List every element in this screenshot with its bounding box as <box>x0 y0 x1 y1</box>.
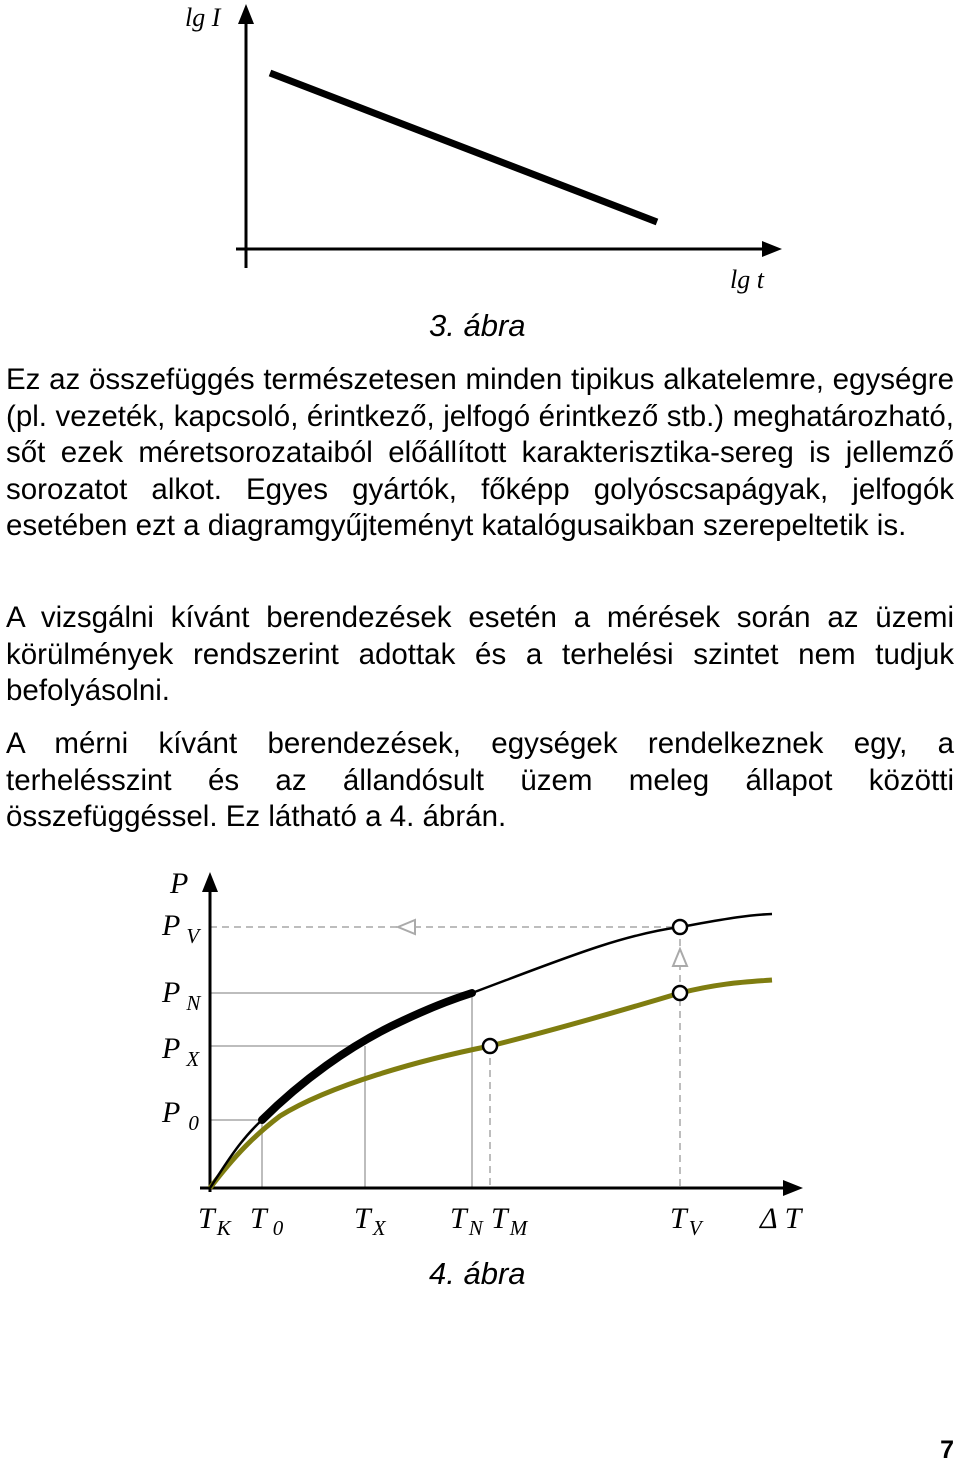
figure-3 <box>0 0 960 300</box>
figure-3-curve <box>270 73 657 222</box>
marker-tm <box>483 1039 497 1053</box>
label-px: P $_X$ <box>162 1032 200 1071</box>
y-axis-arrow-icon <box>238 4 254 24</box>
label-tv: $T_V$ <box>670 1202 702 1240</box>
x-axis-label: Δ T <box>760 1202 802 1235</box>
paragraph-3: A mérni kívánt berendezések, egységek rendelkeznek egy, a terhelésszint és az állandósult üzem meleg állapot közötti összefüggéssel. Ez látható a 4. ábrán. <box>6 727 954 833</box>
label-pv: P $_V$ <box>162 909 200 948</box>
up-arrow-icon <box>673 949 687 966</box>
figure-3-caption: 3. ábra <box>429 308 526 343</box>
label-tk: $T_K$ <box>198 1202 231 1240</box>
label-pn: P $_N$ <box>162 976 201 1015</box>
x-axis-arrow-icon <box>762 241 782 257</box>
label-t0: T $_0$ <box>250 1202 284 1240</box>
y-axis-label: P <box>170 867 189 900</box>
paragraph-2: A vizsgálni kívánt berendezések esetén a mérések során az üzemi körülmények rendszerint adottak és a terhelési szintet nem tudjuk befolyásolni. <box>6 601 954 707</box>
x-axis-arrow-icon <box>783 1180 803 1196</box>
figure-3-y-axis-label: lg I <box>185 3 221 32</box>
label-p0: P $_0$ <box>162 1096 199 1135</box>
page-number: 7 <box>940 1436 954 1464</box>
label-tm: $T_M$ <box>491 1202 528 1240</box>
figure-4-caption: 4. ábra <box>429 1256 526 1291</box>
label-tn: $T_N$ <box>450 1202 483 1240</box>
marker-tv-upper <box>673 920 687 934</box>
left-arrow-icon <box>398 920 415 934</box>
y-axis-arrow-icon <box>202 872 218 892</box>
marker-tv-lower <box>673 986 687 1000</box>
label-tx: $T_X$ <box>354 1202 386 1240</box>
figure-4 <box>0 860 960 1260</box>
figure-3-x-axis-label: lg t <box>730 265 764 294</box>
paragraph-1: Ez az összefüggés természetesen minden tipikus alkatelemre, egységre (pl. vezeték, kapcsoló, érintkező, jelfogó érintkező stb.) meghatározható, sőt ezek méretsorozataiból előállított karakterisztika-sereg is jellemző sorozatot alkot. Egyes gyártók, főképp golyóscsapágyak, jelfogók esetében ezt a diagramgyűjteményt katalógusaikban szerepeltetik is. <box>6 363 954 542</box>
